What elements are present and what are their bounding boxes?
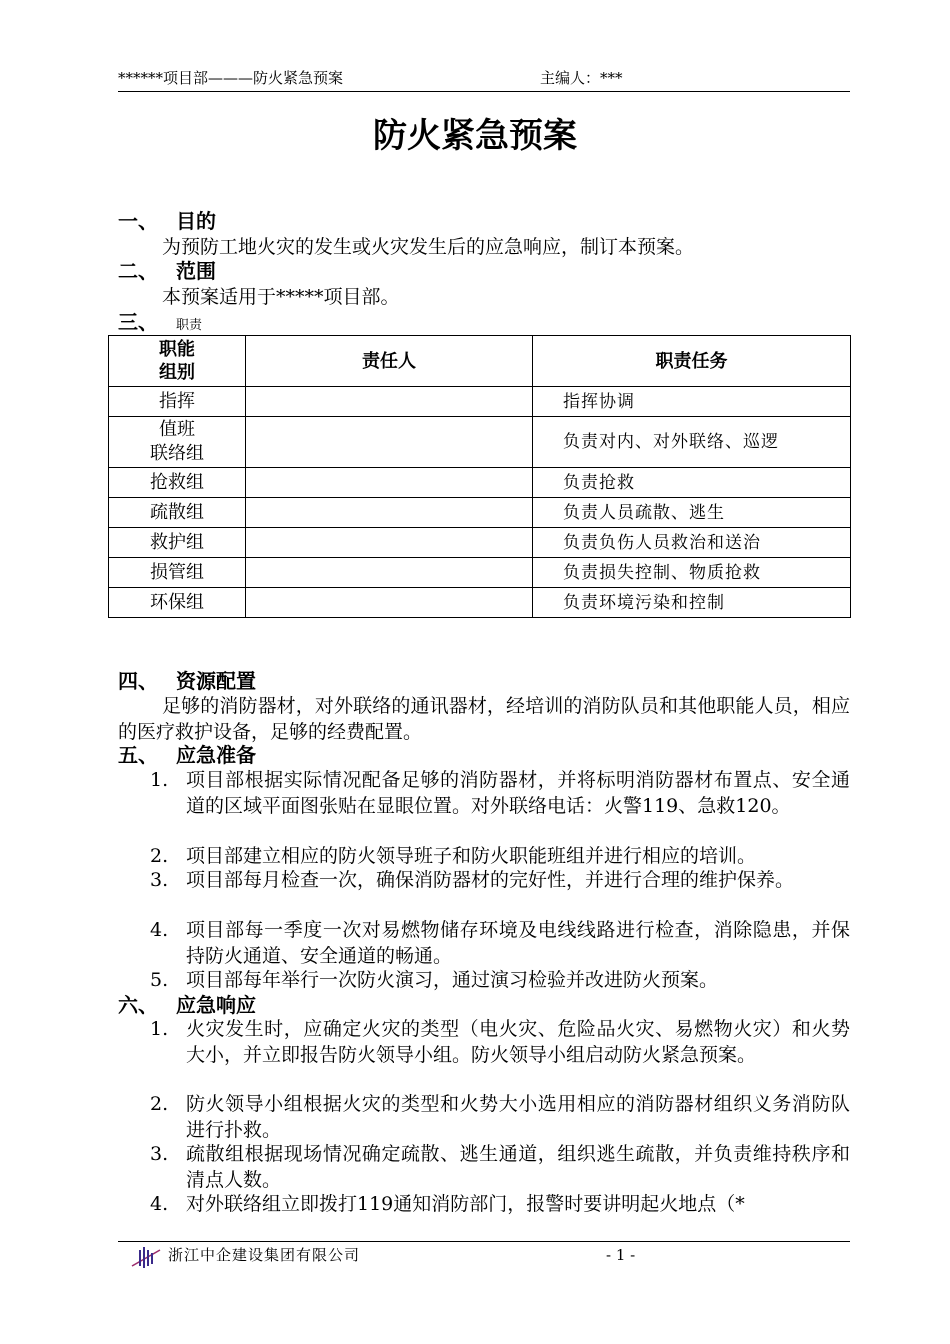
section-number: 四、 [118, 669, 158, 693]
cell-group: 指挥 [109, 387, 246, 417]
cell-person [246, 387, 533, 417]
list-item [118, 1141, 850, 1193]
section-body-scope: 本预案适用于*****项目部。 [162, 286, 400, 308]
section-title: 应急响应 [176, 993, 256, 1017]
list-item [118, 1016, 850, 1068]
header-rule [118, 91, 850, 92]
cell-task: 指挥协调 [533, 387, 851, 417]
section-title: 应急准备 [176, 743, 256, 767]
cell-group: 损管组 [109, 558, 246, 588]
page-footer [130, 1244, 850, 1270]
list-number: 5. [150, 969, 169, 991]
cell-task: 负责人员疏散、逃生 [533, 498, 851, 528]
page-header [118, 68, 850, 92]
duty-table [108, 335, 851, 618]
list-number: 2. [150, 1093, 169, 1115]
section-body-purpose: 为预防工地火灾的发生或火灾发生后的应急响应，制订本预案。 [162, 236, 695, 258]
list-number: 1. [150, 1018, 169, 1040]
table-row [109, 528, 851, 558]
footer-company-name: 浙江中企建设集团有限公司 [168, 1246, 361, 1264]
list-item [118, 1091, 850, 1143]
cell-person [246, 558, 533, 588]
list-text: 项目部建立相应的防火领导班子和防火职能班组并进行相应的培训。 [186, 845, 757, 867]
cell-group: 值班 联络组 [109, 417, 246, 468]
table-row [109, 588, 851, 618]
list-text: 项目部每月检查一次，确保消防器材的完好性，并进行合理的维护保养。 [186, 869, 795, 891]
header-project-title: ******项目部———防火紧急预案 [118, 69, 344, 87]
section-body-resources: 足够的消防器材，对外联络的通讯器材，经培训的消防队员和其他职能人员，相应的医疗救护设备，足够的经费配置。 [118, 695, 850, 743]
page-number: - 1 - [606, 1246, 636, 1264]
list-text: 疏散组根据现场情况确定疏散、逃生通道，组织逃生疏散，并负责维持秩序和清点人数。 [186, 1143, 850, 1191]
cell-person [246, 528, 533, 558]
section-heading-resources [118, 668, 256, 694]
list-item [118, 867, 850, 893]
section-title: 范围 [176, 259, 216, 283]
list-number: 1. [150, 769, 169, 791]
cell-group: 疏散组 [109, 498, 246, 528]
list-number: 3. [150, 1143, 169, 1165]
cell-person [246, 468, 533, 498]
table-row [109, 498, 851, 528]
list-number: 2. [150, 845, 169, 867]
header-group: 职能 组别 [109, 336, 246, 387]
cell-task: 负责抢救 [533, 468, 851, 498]
list-item [118, 917, 850, 969]
list-text: 火灾发生时，应确定火灾的类型（电火灾、危险品火灾、易燃物火灾）和火势大小，并立即报告防火领导小组。防火领导小组启动防火紧急预案。 [186, 1018, 850, 1066]
header-person: 责任人 [246, 336, 533, 387]
list-text: 项目部每一季度一次对易燃物储存环境及电线线路进行检查，消除隐患，并保持防火通道、安全通道的畅通。 [186, 919, 850, 967]
cell-group: 环保组 [109, 588, 246, 618]
table-row [109, 387, 851, 417]
list-number: 3. [150, 869, 169, 891]
header-task: 职责任务 [533, 336, 851, 387]
list-item [118, 843, 850, 869]
table-row [109, 468, 851, 498]
list-text: 对外联络组立即拨打119通知消防部门，报警时要讲明起火地点（* [186, 1193, 745, 1215]
section-heading-response [118, 992, 256, 1018]
section-heading-preparation [118, 742, 256, 768]
table-row [109, 558, 851, 588]
list-item [118, 767, 850, 819]
section-number: 二、 [118, 259, 158, 283]
section-number: 五、 [118, 743, 158, 767]
table-row [109, 417, 851, 468]
section-title: 目的 [176, 209, 216, 233]
section-title: 资源配置 [176, 669, 256, 693]
list-item [118, 1191, 850, 1217]
section-heading-scope [118, 258, 216, 284]
table-header-row [109, 336, 851, 387]
cell-task: 负责负伤人员救治和送治 [533, 528, 851, 558]
list-item [118, 967, 850, 993]
list-text: 项目部每年举行一次防火演习，通过演习检验并改进防火预案。 [186, 969, 719, 991]
company-logo-icon [130, 1244, 164, 1270]
cell-task: 负责对内、对外联络、巡逻 [533, 417, 851, 468]
cell-person [246, 417, 533, 468]
document-title: 防火紧急预案 [373, 116, 577, 156]
section-number: 三、 [118, 310, 158, 334]
list-number: 4. [150, 919, 169, 941]
cell-group: 救护组 [109, 528, 246, 558]
footer-rule [118, 1241, 850, 1242]
section-title: 职责 [176, 318, 203, 333]
cell-person [246, 498, 533, 528]
header-editor: 主编人：*** [540, 69, 623, 87]
cell-group: 抢救组 [109, 468, 246, 498]
section-heading-purpose [118, 208, 216, 234]
cell-person [246, 588, 533, 618]
section-number: 一、 [118, 209, 158, 233]
list-text: 项目部根据实际情况配备足够的消防器材，并将标明消防器材布置点、安全通道的区域平面图张贴在显眼位置。对外联络电话：火警119、急救120。 [186, 769, 850, 817]
cell-task: 负责环境污染和控制 [533, 588, 851, 618]
list-text: 防火领导小组根据火灾的类型和火势大小选用相应的消防器材组织义务消防队进行扑救。 [186, 1093, 850, 1141]
list-number: 4. [150, 1193, 169, 1215]
section-heading-duties [118, 312, 202, 336]
cell-task: 负责损失控制、物质抢救 [533, 558, 851, 588]
section-number: 六、 [118, 993, 158, 1017]
